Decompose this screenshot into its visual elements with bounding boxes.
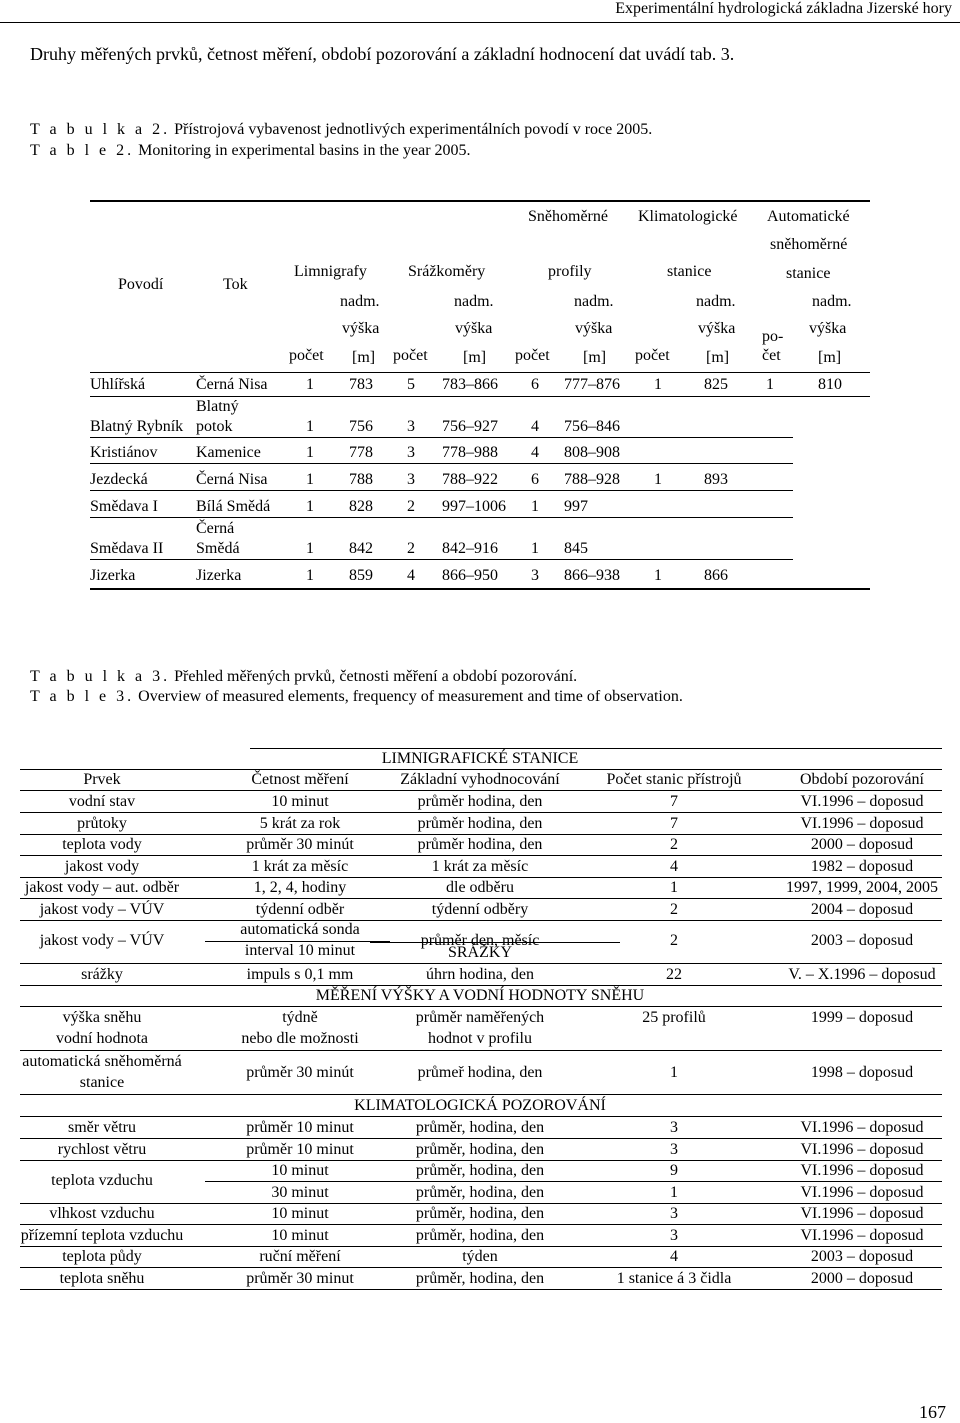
cell: průměr, hodina, den xyxy=(415,1269,545,1287)
cell-tok: Jizerka xyxy=(196,567,242,584)
cell: průměr, hodina, den xyxy=(415,1183,545,1201)
cell-s_h: 842–916 xyxy=(442,540,498,557)
cell-povodi: Smědava I xyxy=(90,498,158,515)
column-header: Období pozorování xyxy=(800,771,924,788)
cell: VI.1996 – doposud xyxy=(800,1162,924,1179)
cell-l_n: 1 xyxy=(306,444,314,461)
cell: 2000 – doposud xyxy=(810,1269,914,1287)
cell: 4 xyxy=(670,1248,678,1265)
cell: VI.1996 – doposud xyxy=(800,1119,924,1136)
hdr-m: [m] xyxy=(463,349,487,366)
cell: průtoky xyxy=(77,814,127,832)
cell: 1, 2, 4, hodiny xyxy=(253,879,347,896)
cell-k_h: 893 xyxy=(704,471,728,488)
intro-paragraph: Druhy měřených prvků, četnost měření, období pozorování a základní hodnocení dat uvádí tab. 3. xyxy=(30,44,735,64)
cell-l_h: 756 xyxy=(349,418,373,435)
cell: teplota vody xyxy=(62,836,142,853)
cell: VI.1996 – doposud xyxy=(800,1183,924,1201)
cell: rychlost větru xyxy=(57,1140,147,1158)
hdr-vyska: výška xyxy=(455,320,493,337)
column-header: Počet stanic přístrojů xyxy=(606,771,742,788)
table2-title-cz: Přístrojová vybavenost jednotlivých experimentálních povodí v roce 2005. xyxy=(174,121,653,138)
row-rule xyxy=(20,1050,942,1051)
cell: jakost vody – VÚV xyxy=(39,900,165,918)
hdr-stanice: stanice xyxy=(667,263,712,280)
table2-caption-cz xyxy=(30,121,652,139)
cell-p_h: 788–928 xyxy=(564,471,620,488)
cell-s_n: 3 xyxy=(407,418,415,435)
row-rule xyxy=(90,463,793,464)
hdr-pocet: počet xyxy=(289,347,324,364)
cell: 22 xyxy=(666,966,682,983)
row-rule xyxy=(20,790,942,791)
table3-caption-cz xyxy=(30,668,577,686)
cell: 1 xyxy=(670,1183,678,1201)
hdr-vyska: výška xyxy=(698,320,736,337)
page-number: 167 xyxy=(919,1402,946,1422)
cell: 1982 – doposud xyxy=(810,857,914,875)
row-rule xyxy=(20,1006,942,1007)
cell: ruční měření xyxy=(259,1248,341,1265)
cell: průměr den, měsíc xyxy=(420,932,540,949)
row-rule xyxy=(20,963,942,964)
cell-povodi: Smědava II xyxy=(90,540,164,557)
cell: výška sněhu xyxy=(62,1009,142,1026)
section-srazky: SRÁŽKY xyxy=(447,944,512,961)
cell: automatická sněhoměrná xyxy=(22,1053,182,1070)
cell-s_h: 788–922 xyxy=(442,471,498,488)
cell: průměr 10 minut xyxy=(246,1140,354,1158)
cell: 2 xyxy=(670,836,678,853)
cell-s_n: 5 xyxy=(407,376,415,393)
cell: úhrn hodina, den xyxy=(426,966,534,983)
cell: vodní stav xyxy=(68,793,136,810)
table3-caption-en xyxy=(30,688,683,706)
hdr-pocet: počet xyxy=(393,347,428,364)
cell: průměr 30 minút xyxy=(246,1064,354,1081)
cell-p_n: 1 xyxy=(531,498,539,515)
cell-l_h: 828 xyxy=(349,498,373,515)
cell: 10 minut xyxy=(271,1205,329,1222)
table2-title-en: Monitoring in experimental basins in the year 2005. xyxy=(138,142,471,159)
cell-k_n: 1 xyxy=(654,471,662,488)
cell: průměr, hodina, den xyxy=(415,1119,545,1136)
cell-s_n: 2 xyxy=(407,540,415,557)
cell-l_h: 788 xyxy=(349,471,373,488)
cell-tok-2: potok xyxy=(196,418,233,435)
table3-label-cz: T a b u l k a 3. xyxy=(30,668,171,685)
cell-k_h: 825 xyxy=(704,376,728,393)
cell-tok-2: Smědá xyxy=(196,540,240,557)
cell: stanice xyxy=(79,1074,125,1091)
cell: VI.1996 – doposud xyxy=(800,793,924,810)
cell: přízemní teplota vzduchu xyxy=(20,1226,184,1244)
cell: týdenní odběry xyxy=(431,900,529,918)
cell: vlhkost vzduchu xyxy=(49,1205,155,1222)
cell: průmeř hodina, den xyxy=(417,1064,543,1081)
hdr-po: po- xyxy=(762,328,784,345)
cell: srážky xyxy=(81,966,123,983)
cell: 1 krát za měsíc xyxy=(251,857,349,875)
cell: průměr hodina, den xyxy=(417,814,543,832)
hdr-klimatologicke: Klimatologické xyxy=(638,208,738,225)
cell-povodi: Jizerka xyxy=(90,567,136,584)
cell: průměr, hodina, den xyxy=(415,1162,545,1179)
cell-s_n: 4 xyxy=(407,567,415,584)
hdr-m: [m] xyxy=(352,349,376,366)
hdr-m: [m] xyxy=(583,349,607,366)
column-header: Četnost měření xyxy=(251,771,349,788)
cell: průměr hodina, den xyxy=(417,793,543,810)
cell: 10 minut xyxy=(271,1226,329,1244)
row-rule xyxy=(20,1289,942,1290)
hdr-vyska: výška xyxy=(575,320,613,337)
cell-s_h: 756–927 xyxy=(442,418,498,435)
cell: 3 xyxy=(670,1226,678,1244)
cell-l_n: 1 xyxy=(306,498,314,515)
hdr-stanice-2: stanice xyxy=(786,265,831,282)
hdr-profily: profily xyxy=(548,263,592,280)
cell: 25 profilů xyxy=(642,1009,706,1026)
column-header: Prvek xyxy=(83,771,121,788)
cell: týden xyxy=(462,1248,498,1265)
hdr-vyska: výška xyxy=(809,320,847,337)
table2-caption-en xyxy=(30,142,471,160)
cell: průměr 30 minút xyxy=(246,836,354,853)
cell: týdenní odběr xyxy=(255,900,345,918)
cell: 5 krát za rok xyxy=(259,814,341,832)
cell-p_n: 6 xyxy=(531,471,539,488)
hdr-automaticke: Automatické xyxy=(767,208,850,225)
cell: teplota půdy xyxy=(62,1248,142,1265)
cell-tok: Černá Nisa xyxy=(196,376,268,393)
cell: 2 xyxy=(670,900,678,918)
cell: VI.1996 – doposud xyxy=(800,1226,924,1244)
hdr-povodi: Povodí xyxy=(118,276,164,293)
cell: VI.1996 – doposud xyxy=(800,1140,924,1158)
hdr-nadm: nadm. xyxy=(696,293,736,310)
cell: 1 xyxy=(670,879,678,896)
table3-title-en: Overview of measured elements, frequency of measurement and time of observation. xyxy=(138,688,683,705)
row-rule xyxy=(20,1116,942,1117)
row-rule xyxy=(90,559,793,560)
row-rule xyxy=(370,942,620,943)
cell: průměr 10 minut xyxy=(246,1119,354,1136)
cell: 2003 – doposud xyxy=(810,1248,914,1265)
table3-label-en: T a b l e 3. xyxy=(30,688,135,705)
cell-k_n: 1 xyxy=(654,567,662,584)
row-rule xyxy=(20,1094,942,1095)
running-header: Experimentální hydrologická základna Jizerské hory xyxy=(615,0,952,17)
cell-p_h: 866–938 xyxy=(564,567,620,584)
cell: 1 stanice á 3 čidla xyxy=(616,1269,732,1287)
row-rule xyxy=(90,396,870,397)
cell-s_n: 2 xyxy=(407,498,415,515)
cell: průměr, hodina, den xyxy=(415,1205,545,1222)
cell-povodi: Blatný Rybník xyxy=(90,418,184,435)
table2-bottom-rule xyxy=(90,588,870,590)
hdr-nadm: nadm. xyxy=(454,293,494,310)
cell-povodi: Jezdecká xyxy=(90,471,148,488)
cell: interval 10 minut xyxy=(244,942,356,959)
row-rule xyxy=(90,437,793,438)
cell: 1997, 1999, 2004, 2005 xyxy=(786,879,938,896)
hdr-nadm: nadm. xyxy=(812,293,852,310)
cell-tok: Blatný xyxy=(196,398,239,415)
cell-p_n: 4 xyxy=(531,418,539,435)
cell-a_n: 1 xyxy=(766,376,774,393)
cell-a_h: 810 xyxy=(818,376,842,393)
cell: dle odběru xyxy=(446,879,514,896)
cell-tok: Černá xyxy=(196,520,235,537)
cell-k_n: 1 xyxy=(654,376,662,393)
row-rule xyxy=(90,490,793,491)
cell: 1 krát za měsíc xyxy=(431,857,529,875)
cell-l_n: 1 xyxy=(306,540,314,557)
section-snih: MĚŘENÍ VÝŠKY A VODNÍ HODNOTY SNĚHU xyxy=(315,987,645,1004)
cell: teplota vzduchu xyxy=(51,1172,153,1189)
cell-s_h: 997–1006 xyxy=(442,498,506,515)
cell-p_n: 1 xyxy=(531,540,539,557)
hdr-m: [m] xyxy=(818,349,842,366)
cell: automatická sonda xyxy=(240,921,360,938)
cell-k_h: 866 xyxy=(704,567,728,584)
section-limnigraficke: LIMNIGRAFICKÉ STANICE xyxy=(381,750,579,767)
cell: nebo dle možnosti xyxy=(241,1030,359,1047)
hdr-nadm: nadm. xyxy=(340,293,380,310)
cell: průměr naměřených xyxy=(415,1009,545,1026)
cell-p_n: 4 xyxy=(531,444,539,461)
cell-tok: Černá Nisa xyxy=(196,471,268,488)
cell: 1999 – doposud xyxy=(810,1009,914,1026)
cell-povodi: Kristiánov xyxy=(90,444,158,461)
cell: směr větru xyxy=(68,1119,136,1136)
cell: 2004 – doposud xyxy=(810,900,914,918)
cell: 3 xyxy=(670,1119,678,1136)
cell: 2000 – doposud xyxy=(810,836,914,853)
cell-l_n: 1 xyxy=(306,471,314,488)
cell-l_n: 1 xyxy=(306,418,314,435)
cell-tok: Bílá Smědá xyxy=(196,498,271,515)
cell: 1 xyxy=(670,1064,678,1081)
cell: 30 minut xyxy=(271,1183,329,1201)
cell: 9 xyxy=(670,1162,678,1179)
hdr-pocet: počet xyxy=(515,347,550,364)
cell: 7 xyxy=(670,814,678,832)
hdr-nadm: nadm. xyxy=(574,293,614,310)
cell-tok: Kamenice xyxy=(196,444,261,461)
cell: VI.1996 – doposud xyxy=(800,1205,924,1222)
cell-s_n: 3 xyxy=(407,444,415,461)
cell: 3 xyxy=(670,1140,678,1158)
column-header: Základní vyhodnocování xyxy=(400,771,560,788)
section-klima: KLIMATOLOGICKÁ POZOROVÁNÍ xyxy=(354,1097,606,1114)
cell: průměr hodina, den xyxy=(417,836,543,853)
table2-header-rule xyxy=(90,372,870,373)
hdr-limnigrafy: Limnigrafy xyxy=(294,263,367,280)
cell-l_n: 1 xyxy=(306,376,314,393)
cell: týdně xyxy=(282,1009,318,1026)
cell: průměr 30 minut xyxy=(246,1269,354,1287)
table2-top-rule xyxy=(90,200,870,202)
cell: 2 xyxy=(670,932,678,949)
cell: hodnot v profilu xyxy=(428,1030,532,1047)
table2-label-cz: T a b u l k a 2. xyxy=(30,121,171,138)
cell: 3 xyxy=(670,1205,678,1222)
cell-l_h: 783 xyxy=(349,376,373,393)
hdr-srazkomery: Srážkoměry xyxy=(408,263,486,280)
cell: 1998 – doposud xyxy=(810,1064,914,1081)
row-rule xyxy=(20,920,942,921)
cell: vodní hodnota xyxy=(56,1030,148,1047)
cell-l_n: 1 xyxy=(306,567,314,584)
cell: jakost vody – aut. odběr xyxy=(24,879,180,896)
cell-p_h: 845 xyxy=(564,540,588,557)
cell: 4 xyxy=(670,857,678,875)
hdr-cet: čet xyxy=(762,347,781,364)
cell-l_h: 778 xyxy=(349,444,373,461)
table2-label-en: T a b l e 2. xyxy=(30,142,135,159)
cell: 7 xyxy=(670,793,678,810)
header-rule xyxy=(0,22,960,23)
cell: V. – X.1996 – doposud xyxy=(788,966,936,983)
cell-s_h: 778–988 xyxy=(442,444,498,461)
cell-p_n: 6 xyxy=(531,376,539,393)
cell-s_n: 3 xyxy=(407,471,415,488)
cell: teplota sněhu xyxy=(59,1269,145,1287)
cell: průměr, hodina, den xyxy=(415,1226,545,1244)
cell-p_h: 756–846 xyxy=(564,418,620,435)
hdr-snehomerne-2: sněhoměrné xyxy=(770,236,848,253)
hdr-tok: Tok xyxy=(223,276,248,293)
row-rule xyxy=(90,517,793,518)
table3-title-cz: Přehled měřených prvků, četnosti měření a období pozorování. xyxy=(174,668,578,685)
hdr-pocet: počet xyxy=(635,347,670,364)
cell: 10 minut xyxy=(271,793,329,810)
cell-s_h: 783–866 xyxy=(442,376,498,393)
cell: 2003 – doposud xyxy=(810,932,914,949)
cell-p_h: 997 xyxy=(564,498,588,515)
cell-p_n: 3 xyxy=(531,567,539,584)
cell-l_h: 859 xyxy=(349,567,373,584)
cell-l_h: 842 xyxy=(349,540,373,557)
cell-s_h: 866–950 xyxy=(442,567,498,584)
cell-povodi: Uhlířská xyxy=(90,376,146,393)
hdr-snehomerne: Sněhoměrné xyxy=(528,208,608,225)
cell-p_h: 808–908 xyxy=(564,444,620,461)
cell: jakost vody xyxy=(64,857,140,875)
cell: VI.1996 – doposud xyxy=(800,814,924,832)
hdr-vyska: výška xyxy=(342,320,380,337)
cell: 10 minut xyxy=(271,1162,329,1179)
hdr-m: [m] xyxy=(706,349,730,366)
cell: jakost vody – VÚV xyxy=(39,932,165,949)
cell: impuls s 0,1 mm xyxy=(246,966,354,983)
cell: průměr, hodina, den xyxy=(415,1140,545,1158)
cell-p_h: 777–876 xyxy=(564,376,620,393)
